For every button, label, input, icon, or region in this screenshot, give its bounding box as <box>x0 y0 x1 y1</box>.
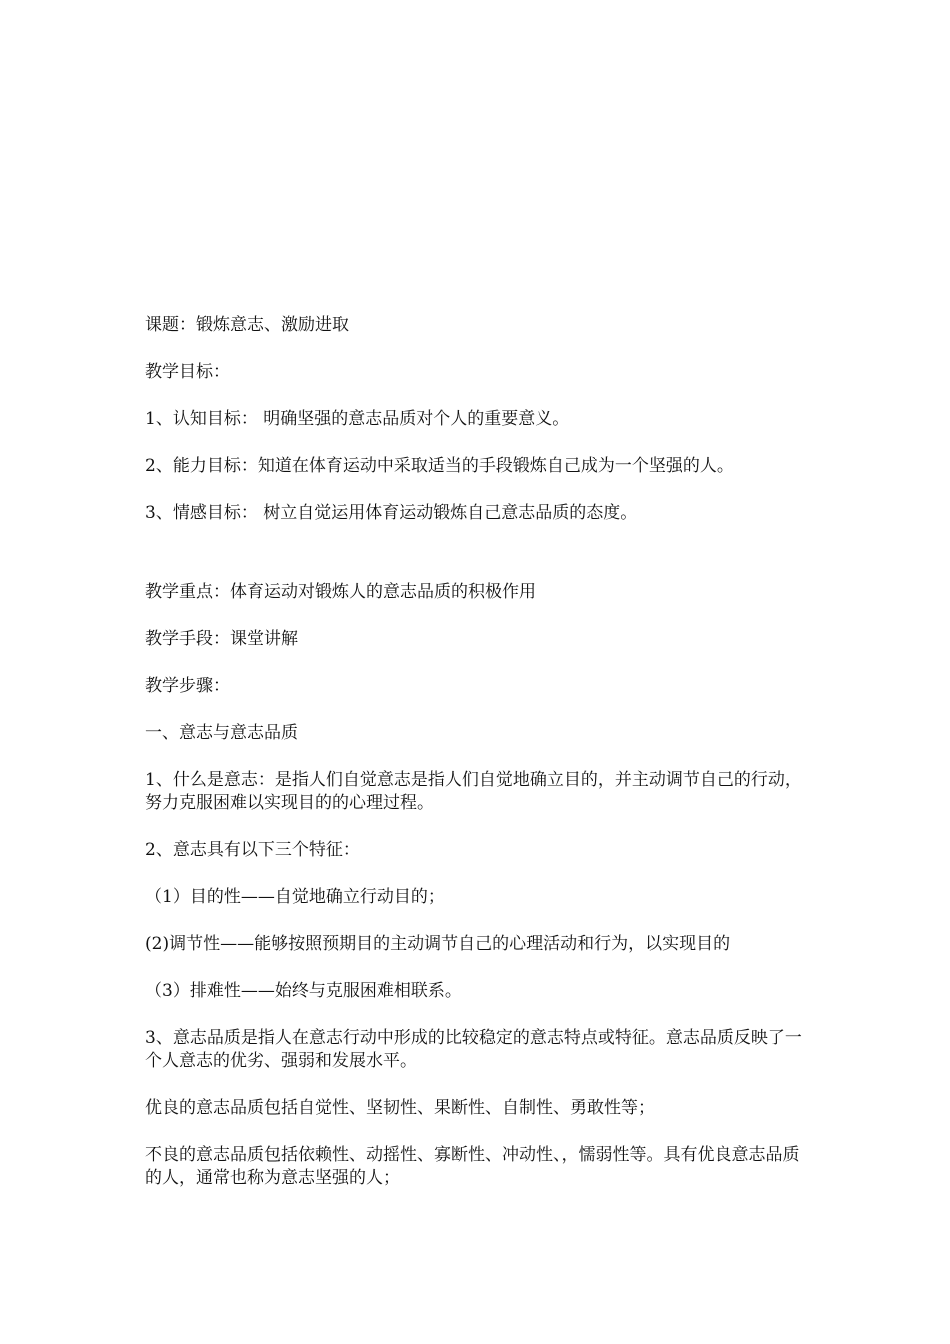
key-point: 教学重点：体育运动对锻炼人的意志品质的积极作用 <box>145 582 536 602</box>
objective-emotion: 3、情感目标： 树立自觉运用体育运动锻炼自己意志品质的态度。 <box>145 503 638 523</box>
feature-purpose: （1）目的性——自觉地确立行动目的； <box>145 887 445 907</box>
feature-difficulty: （3）排难性——始终与克服困难相联系。 <box>145 981 462 1001</box>
document-body <box>145 314 815 1214</box>
section-one-heading: 一、意志与意志品质 <box>145 723 298 743</box>
steps-heading: 教学步骤： <box>145 676 230 696</box>
good-qualities: 优良的意志品质包括自觉性、坚韧性、果断性、自制性、勇敢性等； <box>145 1098 655 1118</box>
objectives-heading: 教学目标： <box>145 362 230 382</box>
point-two-features: 2、意志具有以下三个特征： <box>145 840 360 860</box>
feature-regulation: (2)调节性——能够按照预期目的主动调节自己的心理活动和行为，以实现目的 <box>145 934 731 954</box>
point-one-definition: 1、什么是意志：是指人们自觉意志是指人们自觉地确立目的，并主动调节自己的行动，努力克服困难以实现目的的心理过程。 <box>145 770 802 813</box>
lesson-title: 课题：锻炼意志、激励进取 <box>145 315 349 335</box>
objective-ability: 2、能力目标：知道在体育运动中采取适当的手段锻炼自己成为一个坚强的人。 <box>145 456 734 476</box>
objective-cognitive: 1、认知目标： 明确坚强的意志品质对个人的重要意义。 <box>145 409 570 429</box>
point-three-quality: 3、意志品质是指人在意志行动中形成的比较稳定的意志特点或特征。意志品质反映了一个人意志的优劣、强弱和发展水平。 <box>145 1028 802 1071</box>
bad-qualities: 不良的意志品质包括依赖性、动摇性、寡断性、冲动性、，懦弱性等。具有优良意志品质的人，通常也称为意志坚强的人； <box>145 1145 800 1188</box>
teaching-method: 教学手段：课堂讲解 <box>145 629 298 649</box>
